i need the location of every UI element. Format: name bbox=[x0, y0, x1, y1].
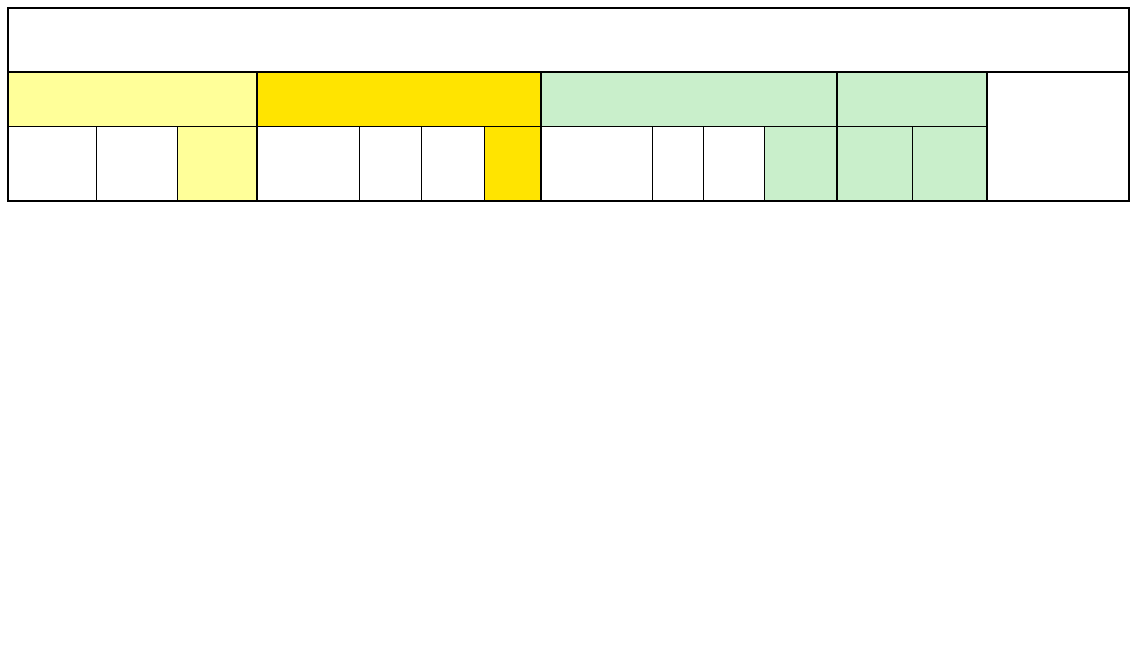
col-header-aca-pct-of-income[interactable] bbox=[257, 126, 359, 201]
title-row bbox=[8, 8, 1129, 72]
col-header-aca-aptc[interactable] bbox=[421, 126, 484, 201]
group-header-demographic[interactable] bbox=[8, 72, 257, 126]
title-cell[interactable] bbox=[8, 8, 1129, 72]
col-header-savings-monthly[interactable] bbox=[837, 126, 912, 201]
group-header-aca-2-0[interactable] bbox=[541, 72, 837, 126]
col-header-aca2-max-prem[interactable] bbox=[652, 126, 703, 201]
group-header-addl-savings[interactable] bbox=[837, 72, 987, 126]
col-header-aca-max-prem[interactable] bbox=[359, 126, 421, 201]
col-header-aca2-net-premium[interactable] bbox=[764, 126, 837, 201]
column-header-row bbox=[8, 126, 1129, 201]
col-header-income-2019[interactable] bbox=[96, 126, 177, 201]
col-header-savings-annually[interactable] bbox=[912, 126, 987, 201]
group-header-current-aca[interactable] bbox=[257, 72, 541, 126]
col-header-household-income-fpl[interactable] bbox=[8, 126, 96, 201]
col-header-aca2-aptc[interactable] bbox=[703, 126, 764, 201]
group-header-row bbox=[8, 72, 1129, 126]
col-header-aca-net-prem[interactable] bbox=[484, 126, 541, 201]
col-header-official-premium[interactable] bbox=[177, 126, 257, 201]
col-header-aca2-pct-of-income[interactable] bbox=[541, 126, 652, 201]
column-header-notes[interactable] bbox=[987, 72, 1129, 201]
premium-comparison-table bbox=[7, 7, 1130, 202]
